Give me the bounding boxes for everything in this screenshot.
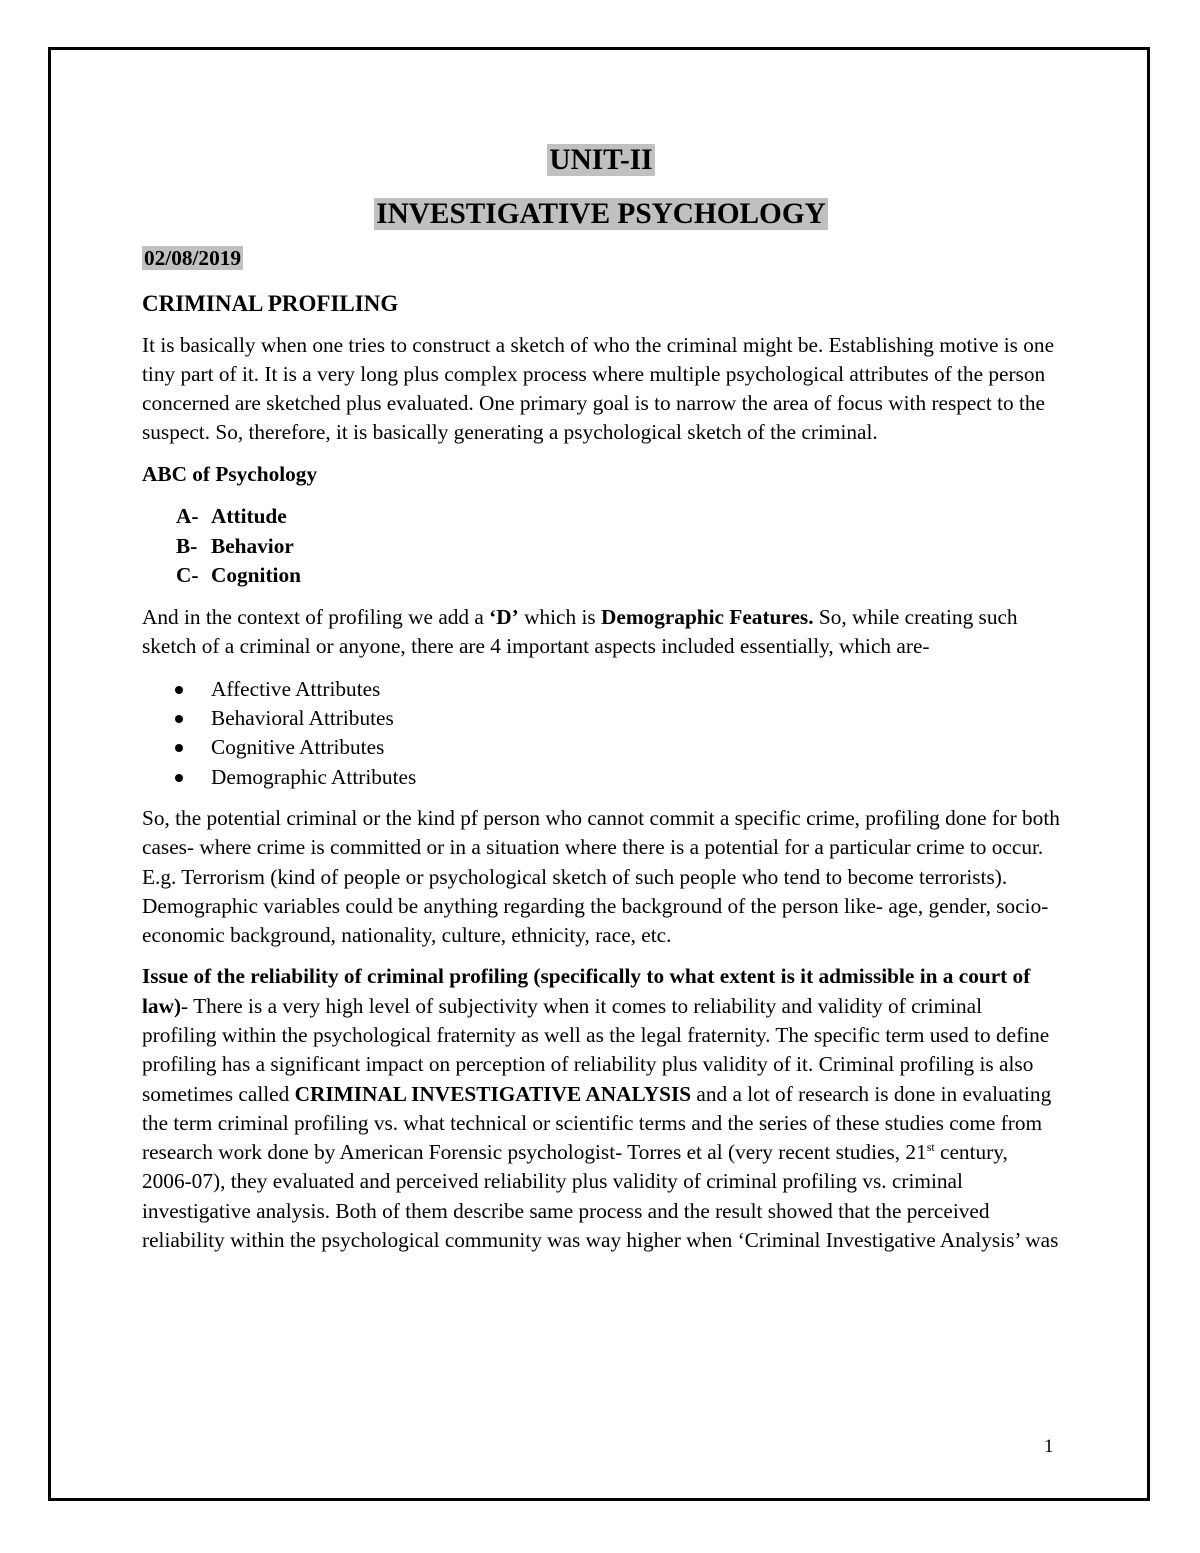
bullet-icon (175, 774, 183, 782)
list-item-text: Behavioral Attributes (211, 706, 394, 731)
bullet-icon (175, 744, 183, 752)
list-item-text: Affective Attributes (211, 676, 381, 701)
list-item-letter: B- (176, 533, 198, 558)
list-item (142, 675, 1060, 704)
list-item (142, 561, 1060, 591)
context-paragraph (142, 603, 1060, 662)
list-item-text: Attitude (211, 504, 287, 529)
reliability-text: and a lot of research is done in evaluating the term criminal profiling vs. what technical or scientific terms and the series of these studies come from research work done by American Forensic psychologist- Torres et al (very recent studies, 21 (142, 1081, 1052, 1165)
list-item (142, 733, 1060, 762)
bullet-icon (175, 715, 183, 723)
list-item-text: Demographic Attributes (211, 764, 417, 789)
list-item-letter: A- (176, 504, 199, 529)
d-mark: ‘D’ (489, 605, 519, 630)
context-text: And in the context of profiling we add a (142, 605, 490, 630)
abc-title: ABC of Psychology (142, 461, 318, 486)
list-item-letter: C- (176, 563, 199, 588)
list-item (142, 704, 1060, 733)
date-line (142, 244, 1060, 273)
attributes-list (142, 675, 1060, 792)
ordinal-suffix: st (926, 1140, 935, 1155)
reliability-text: - There is a very high level of subjectivity when it comes to reliability and validity of criminal profiling within the psychological fraternity as well as the legal fraternity. The specific term used to define profiling has a significant impact on perception of reliability plus validity of it. Criminal profiling is also sometimes called (142, 993, 1050, 1106)
subject-heading: INVESTIGATIVE PSYCHOLOGY (376, 198, 826, 230)
intro-paragraph: It is basically when one tries to construct a sketch of who the criminal might be. Establishing motive is one tiny part of it. It is a very long plus complex process where multiple psychological attributes of the person concerned are sketched plus evaluated. One primary goal is to narrow the area of focus with respect to the suspect. So, therefore, it is basically generating a psychological sketch of the criminal. (142, 332, 1055, 445)
list-item (142, 502, 1060, 532)
list-item (142, 763, 1060, 792)
unit-heading: UNIT-II (549, 144, 653, 176)
cia-term: CRIMINAL INVESTIGATIVE ANALYSIS (294, 1081, 692, 1106)
document-content (142, 140, 1060, 1255)
demographic-features: Demographic Features. (600, 605, 814, 630)
date: 02/08/2019 (144, 246, 242, 270)
abc-list (142, 502, 1060, 591)
section-title: CRIMINAL PROFILING (142, 291, 399, 317)
reliability-paragraph (142, 962, 1060, 1255)
context-text: which is (518, 605, 601, 630)
unit-heading-wrap (142, 140, 1060, 180)
list-item-text: Cognition (211, 563, 301, 588)
list-item-text: Behavior (211, 533, 294, 558)
list-item (142, 532, 1060, 562)
bullet-icon (175, 686, 183, 694)
reliability-text: century, 2006-07), they evaluated and perceived reliability plus validity of criminal profiling vs. criminal investigative analysis. Both of them describe same process and the result showed that the perceived reliability within the psychological community was way higher when ‘Criminal Investigative Analysis’ was (142, 1140, 1059, 1253)
reliability-lead: Issue of the reliability of criminal profiling (specifically to what extent is it admissible in a court of law) (142, 964, 1031, 1018)
subject-heading-wrap (142, 194, 1060, 234)
page-number: 1 (1044, 1436, 1054, 1457)
list-item-text: Cognitive Attributes (211, 735, 385, 760)
context-text: So, while creating such sketch of a criminal or anyone, there are 4 important aspects included essentially, which are- (142, 605, 1018, 659)
potential-paragraph: So, the potential criminal or the kind pf person who cannot commit a specific crime, profiling done for both cases- where crime is committed or in a situation where there is a potential for a particular crime to occur. E.g. Terrorism (kind of people or psychological sketch of such people who tend to become terrorists). Demographic variables could be anything regarding the background of the person like- age, gender, socio-economic background, nationality, culture, ethnicity, race, etc. (142, 805, 1060, 948)
